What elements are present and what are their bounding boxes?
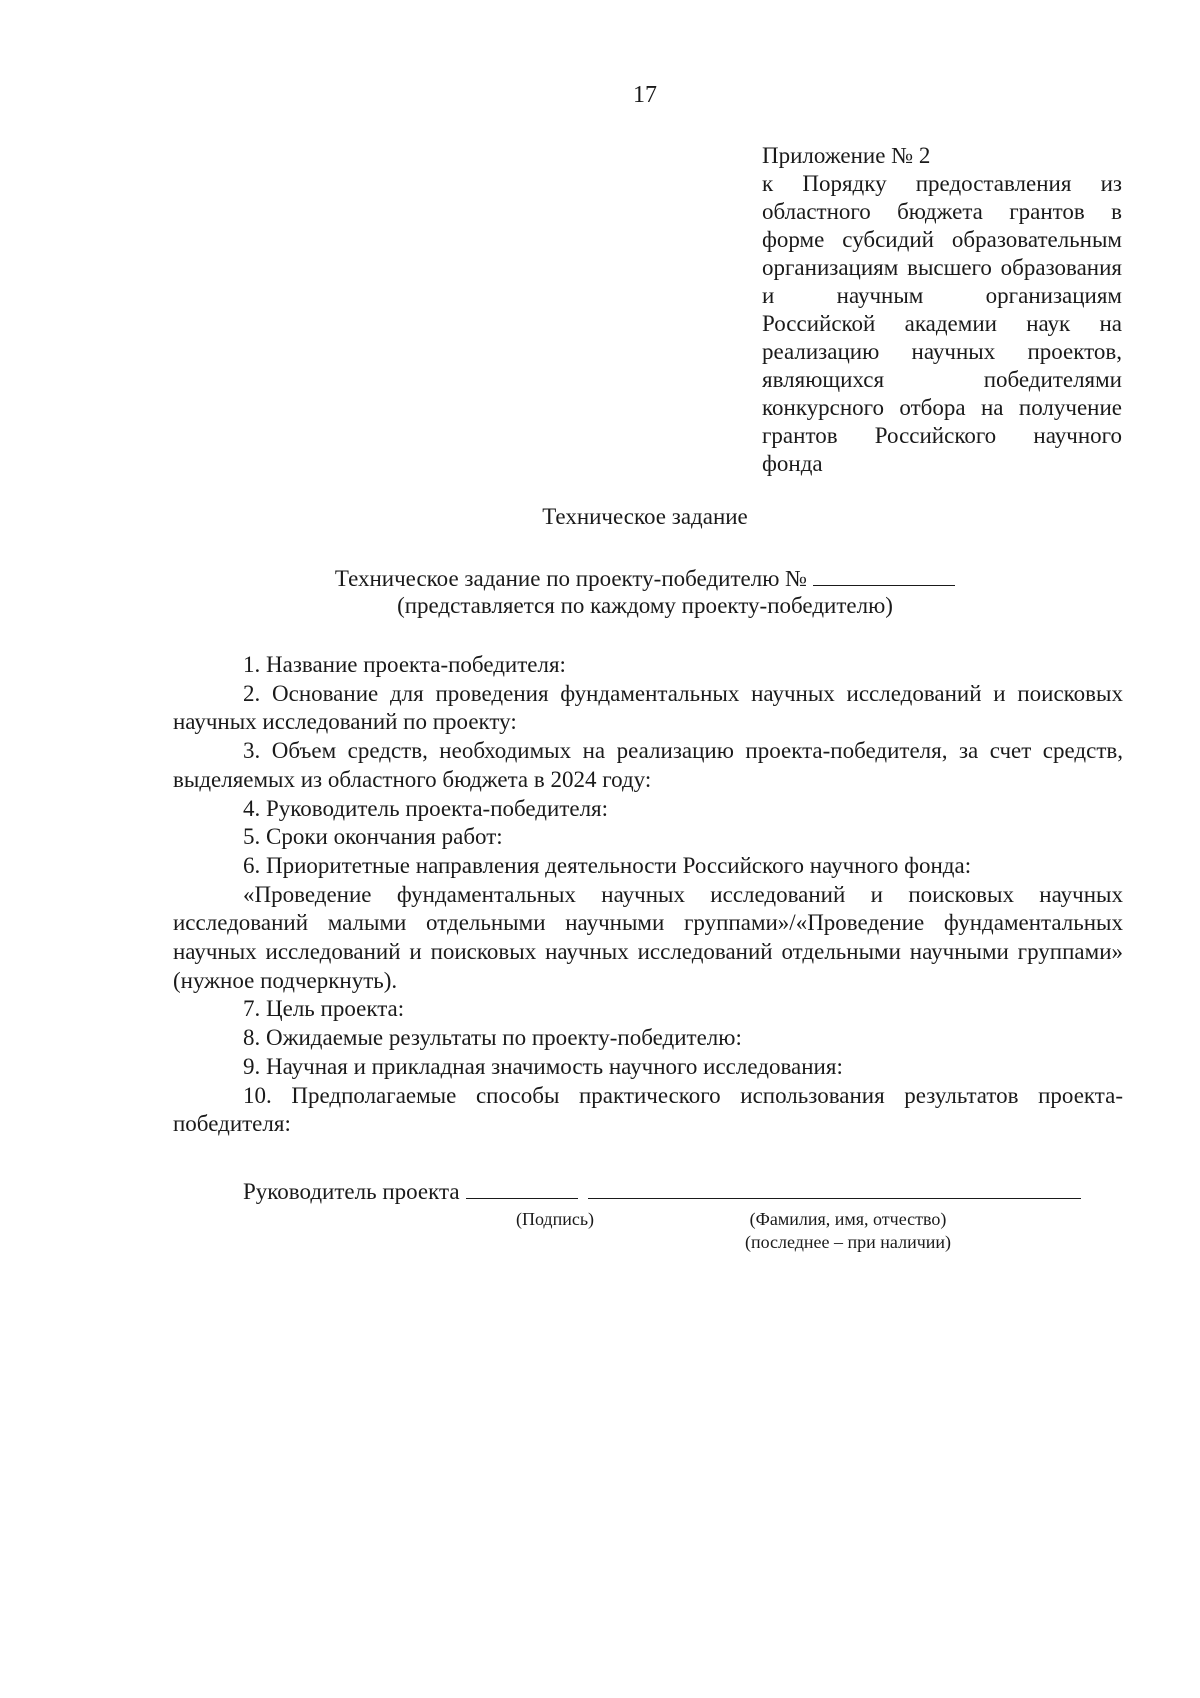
list-item: «Проведение фундаментальных научных исследований и поисковых научных исследований малыми отдельными научными группами»/«Проведение фундаментальных научных исследований и поисковых научных исследований отдельными научными группами» (нужное подчеркнуть).	[173, 881, 1123, 993]
list-item: 8. Ожидаемые результаты по проекту-победителю:	[243, 1025, 742, 1051]
name-caption-line-2: (последнее – при наличии)	[744, 1232, 952, 1252]
signature-blank[interactable]	[466, 1178, 578, 1199]
appendix-title: Приложение № 2	[762, 143, 931, 168]
project-number-blank[interactable]	[813, 565, 955, 586]
list-item: 3. Объем средств, необходимых на реализацию проекта-победителя, за счет средств, выделяемых из областного бюджета в 2024 году:	[173, 738, 1123, 792]
name-caption-line-1: (Фамилия, имя, отчество)	[749, 1209, 947, 1229]
list-item: 5. Сроки окончания работ:	[243, 824, 503, 850]
list-item: 4. Руководитель проекта-победителя:	[243, 795, 609, 821]
list-item: 6. Приоритетные направления деятельности Российского научного фонда:	[243, 852, 972, 878]
signature-line	[243, 1178, 1081, 1205]
appendix-text: к Порядку предоставления из областного бюджета грантов в форме субсидий образовательным организациям высшего образования и научным организациям Российской академии наук на реализацию научных проектов, являющихся победителями конкурсного отбора на получение грантов Российского научного фонда	[762, 171, 1122, 476]
document-heading: Техническое задание	[542, 504, 748, 529]
list-item: 10. Предполагаемые способы практического использования результатов проекта-победителя:	[173, 1082, 1123, 1137]
list-item: 7. Цель проекта:	[243, 996, 405, 1022]
list-item: 1. Название проекта-победителя:	[243, 652, 566, 677]
appendix-block	[762, 142, 1122, 478]
full-name-blank[interactable]	[588, 1178, 1081, 1199]
signature-label: Руководитель проекта	[243, 1179, 460, 1204]
list-item: 9. Научная и прикладная значимость научного исследования:	[243, 1053, 843, 1079]
signature-caption: (Подпись)	[515, 1209, 595, 1229]
name-caption	[708, 1208, 988, 1254]
items-list	[173, 651, 1123, 1139]
list-item: 2. Основание для проведения фундаментальных научных исследований и поисковых научных исследований по проекту:	[173, 680, 1123, 735]
page-number: 17	[633, 82, 657, 108]
subheading-line-2: (представляется по каждому проекту-победителю)	[397, 593, 893, 618]
subheading-line-1	[0, 565, 1200, 592]
subheading-text: Техническое задание по проекту-победителю №	[334, 566, 808, 591]
